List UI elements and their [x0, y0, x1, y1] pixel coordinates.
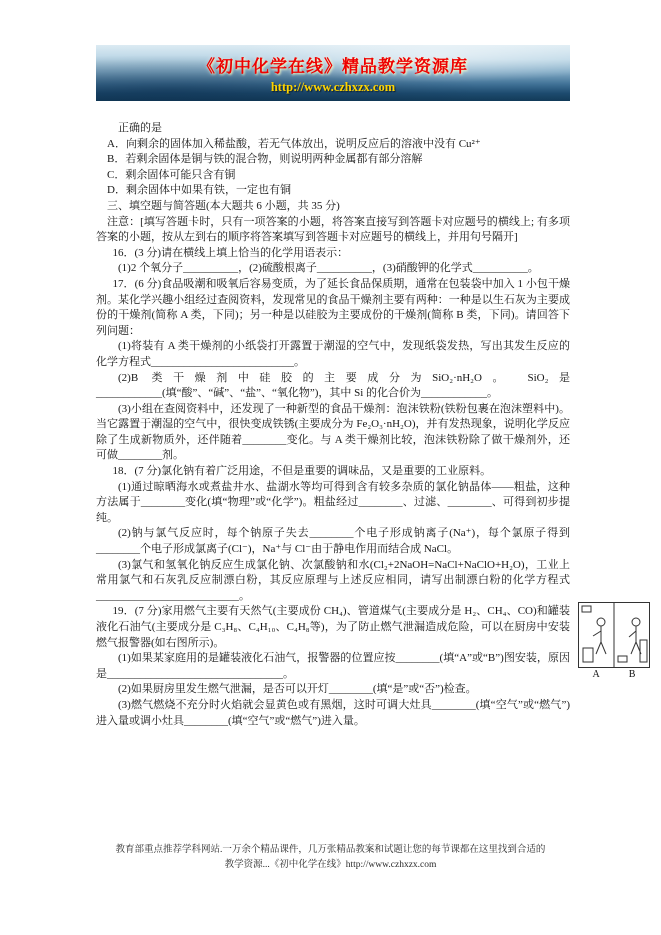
question-19-part-3: (3)燃气燃烧不充分时火焰就会显黄色或有黑烟，这时可调大灶具________(填“空气”或“燃气”)进入量或调小灶具________(填“空气”或“燃气”)进入量。 — [96, 698, 570, 727]
figure-label-a: A — [592, 669, 600, 681]
question-19: 19．(7 分)家用燃气主要有天然气(主要成份 CH₄)、管道煤气(主要成分是 H₂、CH₄、CO)和罐装液化石油气(主要成分是 C₃H₈、C₄H₁₀、C₄H₈等)，为了防止燃气泄漏造成危险，可以在厨房中安装燃气报警器(如右图所示)。 — [96, 605, 570, 649]
question-16: 16．(3 分)请在横线上填上恰当的化学用语表示： — [112, 246, 349, 259]
question-stem-tail: 正确的是 — [118, 122, 162, 134]
exam-content — [96, 121, 636, 729]
question-19-block — [96, 604, 636, 729]
kitchen-sketch-icon — [578, 602, 650, 668]
footer-line-1: 教育部重点推荐学科网站.一万余个精品课件，几万张精品教案和试题让您的每节课都在这里找到合适的 — [115, 845, 546, 855]
section-3-heading: 三、填空题与简答题(本大题共 6 小题，共 35 分) — [107, 199, 340, 212]
question-16-blanks: (1)2 个氧分子__________，(2)硫酸根离子__________，(3)硝酸钾的化学式__________。 — [118, 262, 539, 275]
option-b: B．若剩余固体是铜与铁的混合物，则说明两种金属都有部分溶解 — [107, 153, 423, 166]
question-17-part-3: (3)小组在查阅资料中，还发现了一种新型的食品干燥剂：泡沫铁粉(铁粉包裹在泡沫塑料中)。当它露置于潮湿的空气中，很快变成铁锈(主要成分为 Fe₂O₃·nH₂O)，并有发热现象，说明化学反应除了生成新物质外，还伴随着________变化。与 A 类干燥剂比较，泡沫铁粉除了做干燥剂外，还可做________剂。 — [96, 402, 570, 462]
answer-sheet-note: 注意：[填写答题卡时，只有一项答案的小题，将答案直接写到答题卡对应题号的横线上; 有多项答案的小题，按从左到右的顺序将答案填写到答题卡对应题号的横线上，并用句号隔开] — [96, 215, 570, 244]
question-19-part-1: (1)如果某家庭用的是罐装液化石油气，报警器的位置应按________(填“A”或“B”)图安装，原因是________________________________。 — [96, 652, 570, 680]
question-17: 17．(6 分)食品吸潮和吸氧后容易变质，为了延长食品保质期，通常在包装袋中加入 1 小包干燥剂。某化学兴趣小组经过查阅资料，发现常见的食品干燥剂主要有两种：一种是以生石灰为主要成份的干燥剂(简称 A 类，下同)；另一种是以硅胶为主要成份的干燥剂(简称 B 类，下同)。请回答下列问题： — [96, 277, 570, 337]
figure-labels — [578, 668, 650, 681]
question-18-part-1: (1)通过晾晒海水或煮盐井水、盐湖水等均可得到含有较多杂质的氯化钠晶体——粗盐，这种方法属于________变化(填“物理”或“化学”)。粗盐经过________、过滤、________、可得到初步提纯。 — [96, 480, 570, 524]
footer-line-2: 教学资源...《初中化学在线》http://www.czhxzx.com — [224, 860, 437, 870]
site-banner — [96, 45, 570, 101]
option-c: C．剩余固体可能只含有铜 — [107, 168, 236, 181]
question-17-part-1: (1)将装有 A 类干燥剂的小纸袋打开露置于潮湿的空气中，发现纸袋发热，写出其发生反应的化学方程式__________________________。 — [96, 340, 570, 368]
option-a: A．向剩余的固体加入稀盐酸，若无气体放出，说明反应后的溶液中没有 Cu²⁺ — [107, 137, 481, 150]
question-19-part-2: (2)如果厨房里发生燃气泄漏，是否可以开灯________(填“是”或“否”)检查。 — [118, 683, 477, 696]
option-d: D．剩余固体中如果有铁，一定也有铜 — [107, 184, 291, 197]
question-18-part-3: (3)氯气和氢氧化钠反应生成氯化钠、次氯酸钠和水(Cl₂+2NaOH=NaCl+NaClO+H₂O)，工业上常用氯气和石灰乳反应制漂白粉，其反应原理与上述反应相同，请写出制漂白粉的化学方程式__________________________。 — [96, 558, 570, 602]
gas-alarm-diagram — [578, 602, 650, 681]
question-18-part-2: (2)钠与氯气反应时，每个钠原子失去________个电子形成钠离子(Na⁺)，每个氯原子得到________个电子形成氯离子(Cl⁻)，Na⁺与 Cl⁻由于静电作用而结合成 NaCl。 — [96, 527, 570, 556]
question-17-part-2: (2)B 类干燥剂中硅胶的主要成分为SiO₂·nH₂O。 SiO₂是____________(填“酸”、“碱”、“盐”、“氧化物”)，其中 Si 的化合价为____________。 — [96, 371, 570, 400]
banner-url-link[interactable]: http://www.czhxzx.com — [270, 80, 396, 94]
footer — [0, 843, 661, 873]
question-18: 18．(7 分)氯化钠有着广泛用途，不但是重要的调味品，又是重要的工业原料。 — [112, 465, 492, 478]
figure-label-b: B — [628, 669, 636, 681]
banner-title: 《初中化学在线》精品教学资源库 — [198, 57, 468, 76]
